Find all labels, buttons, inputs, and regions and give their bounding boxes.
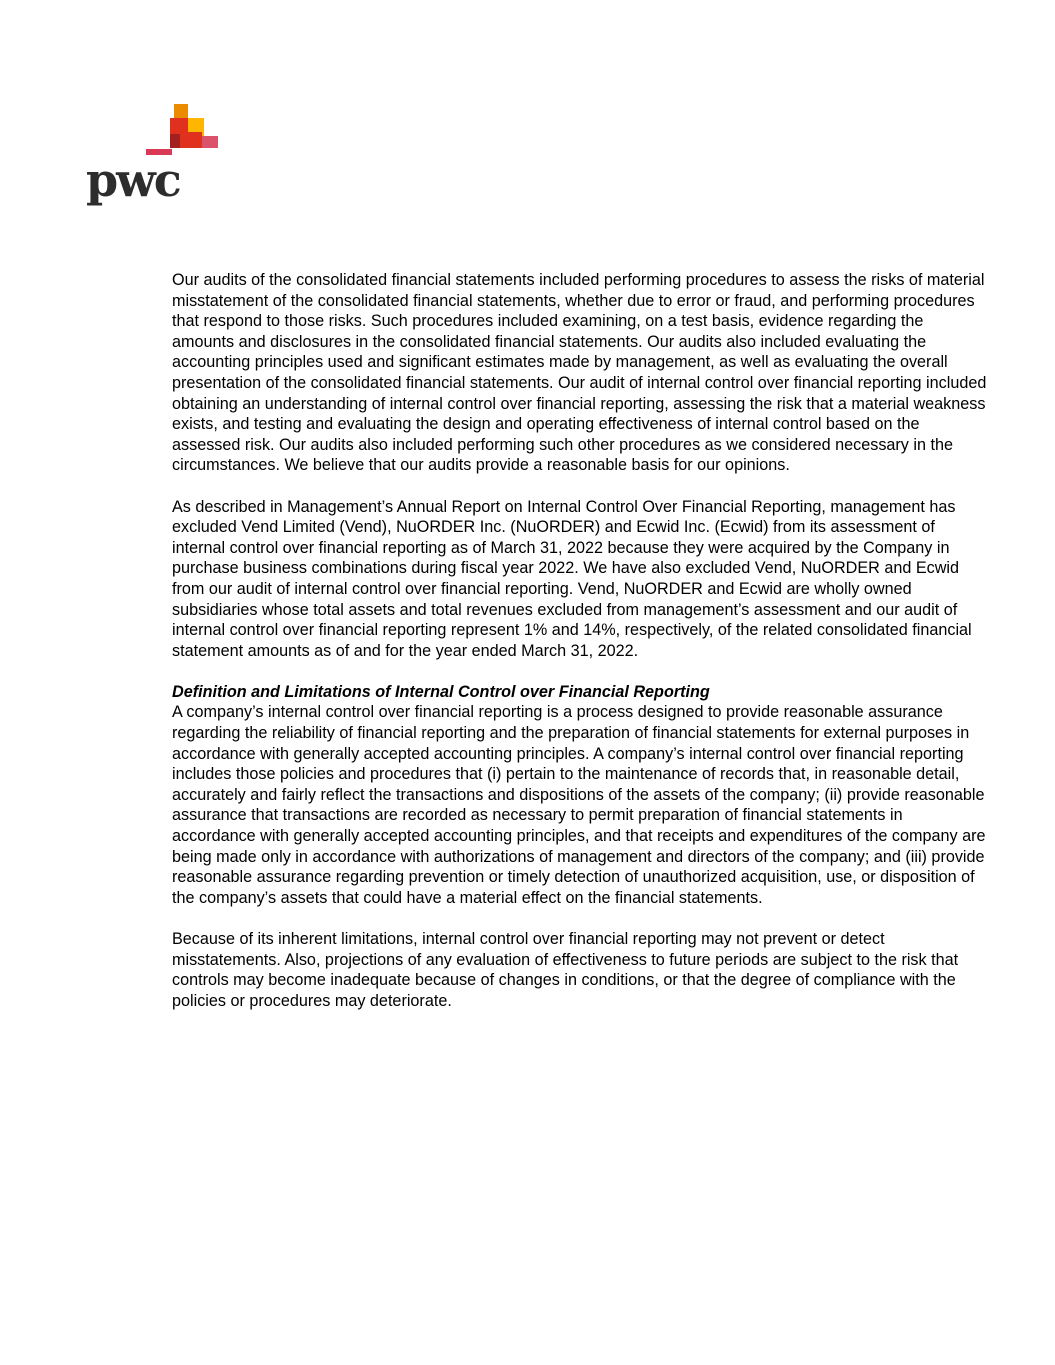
pwc-logo-mark [86,104,222,210]
document-body [172,270,987,1032]
logo-block-deep [170,134,180,148]
logo-wordmark: pwc [86,153,180,207]
paragraph-excluded-entities: As described in Management’s Annual Report on Internal Control Over Financial Reporting, management has excluded Vend Limited (Vend), NuORDER Inc. (NuORDER) and Ecwid Inc. (Ecwid) from its assessment of internal control over financial reporting as of March 31, 2022 because they were acquired by the Company in purchase business combinations during fiscal year 2022. We have also excluded Vend, NuORDER and Ecwid from our audit of internal control over financial reporting. Vend, NuORDER and Ecwid are wholly owned subsidiaries whose total assets and total revenues excluded from management’s assessment and our audit of internal control over financial reporting represent 1% and 14%, respectively, of the related consolidated financial statement amounts as of and for the year ended March 31, 2022. [172,497,972,660]
paragraph-audit-procedures: Our audits of the consolidated financial statements included performing procedures to assess the risks of material misstatement of the consolidated financial statements, whether due to error or fraud, and performing procedures that respond to those risks. Such procedures included examining, on a test basis, evidence regarding the amounts and disclosures in the consolidated financial statements. Our audits also included evaluating the accounting principles used and significant estimates made by management, as well as evaluating the overall presentation of the consolidated financial statements. Our audit of internal control over financial reporting included obtaining an understanding of internal control over financial reporting, assessing the risk that a material weakness exists, and testing and evaluating the design and operating effectiveness of internal control based on the assessed risk. Our audits also included performing such other procedures as we considered necessary in the circumstances. We believe that our audits provide a reasonable basis for our opinions. [172,271,987,475]
paragraph-definition: A company’s internal control over financial reporting is a process designed to provide reasonable assurance regarding the reliability of financial reporting and the preparation of financial statements for external purposes in accordance with generally accepted accounting principles. A company’s internal control over financial reporting includes those policies and procedures that (i) pertain to the maintenance of records that, in reasonable detail, accurately and fairly reflect the transactions and dispositions of the assets of the company; (ii) provide reasonable assurance that transactions are recorded as necessary to permit preparation of financial statements in accordance with generally accepted accounting principles, and that receipts and expenditures of the company are being made only in accordance with authorizations of management and directors of the company; and (iii) provide reasonable assurance regarding prevention or timely detection of unauthorized acquisition, use, or disposition of the company’s assets that could have a material effect on the financial statements. [172,703,986,907]
logo-block-pink [202,136,218,148]
paragraph-limitations: Because of its inherent limitations, internal control over financial reporting may not prevent or detect misstatements. Also, projections of any evaluation of effectiveness to future periods are subject to the risk that controls may become inadequate because of changes in conditions, or that the degree of compliance with the policies or procedures may deteriorate. [172,930,959,1010]
section-heading: Definition and Limitations of Internal Control over Financial Reporting [172,682,710,701]
pwc-logo [86,104,222,210]
